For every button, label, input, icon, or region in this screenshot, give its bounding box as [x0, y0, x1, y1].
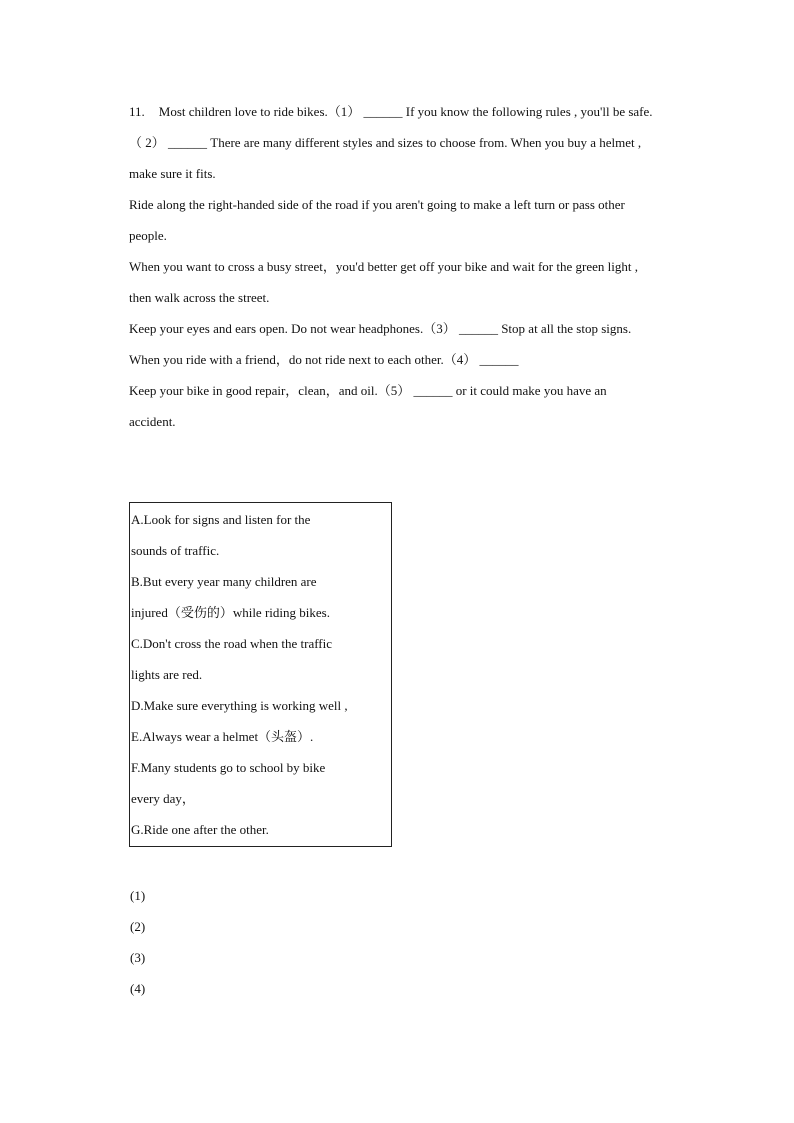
options-box	[129, 502, 392, 847]
passage-line: people.	[129, 228, 167, 243]
option-line: B.But every year many children are	[131, 574, 317, 589]
answer-label: (3)	[130, 950, 146, 965]
answer-label: (1)	[130, 888, 146, 903]
answer-list	[130, 882, 145, 1006]
passage-line: When you ride with a friend，do not ride next to each other.（4） ______	[129, 352, 519, 367]
passage-line: 11. Most children love to ride bikes.（1） ______ If you know the following rules , you'll be safe.	[129, 98, 709, 129]
option-line: every day，	[131, 791, 195, 806]
option-line: E.Always wear a helmet（头盔）.	[131, 729, 314, 744]
option-line: A.Look for signs and listen for the	[131, 512, 311, 527]
passage-line: Ride along the right-handed side of the road if you aren't going to make a left turn or pass other	[129, 197, 625, 212]
question-number: 11.	[129, 104, 145, 119]
passage-line: When you want to cross a busy street，you'd better get off your bike and wait for the green light ,	[129, 259, 638, 274]
passage	[129, 98, 709, 439]
option-line: injured（受伤的）while riding bikes.	[131, 605, 330, 620]
option-line: F.Many students go to school by bike	[131, 760, 326, 775]
option-line: C.Don't cross the road when the traffic	[131, 636, 333, 651]
option-line: lights are red.	[131, 667, 203, 682]
option-line: sounds of traffic.	[131, 543, 220, 558]
passage-line: Keep your bike in good repair，clean，and oil.（5） ______ or it could make you have an	[129, 383, 607, 398]
passage-line: then walk across the street.	[129, 290, 270, 305]
answer-label: (4)	[130, 981, 146, 996]
passage-line: make sure it fits.	[129, 166, 216, 181]
answer-label: (2)	[130, 919, 146, 934]
passage-line: （ 2） ______ There are many different styles and sizes to choose from. When you buy a helmet ,	[129, 135, 642, 150]
option-line: G.Ride one after the other.	[131, 822, 269, 837]
passage-line: accident.	[129, 414, 176, 429]
option-line: D.Make sure everything is working well ,	[131, 698, 348, 713]
passage-line: Keep your eyes and ears open. Do not wear headphones.（3） ______ Stop at all the stop signs.	[129, 321, 632, 336]
